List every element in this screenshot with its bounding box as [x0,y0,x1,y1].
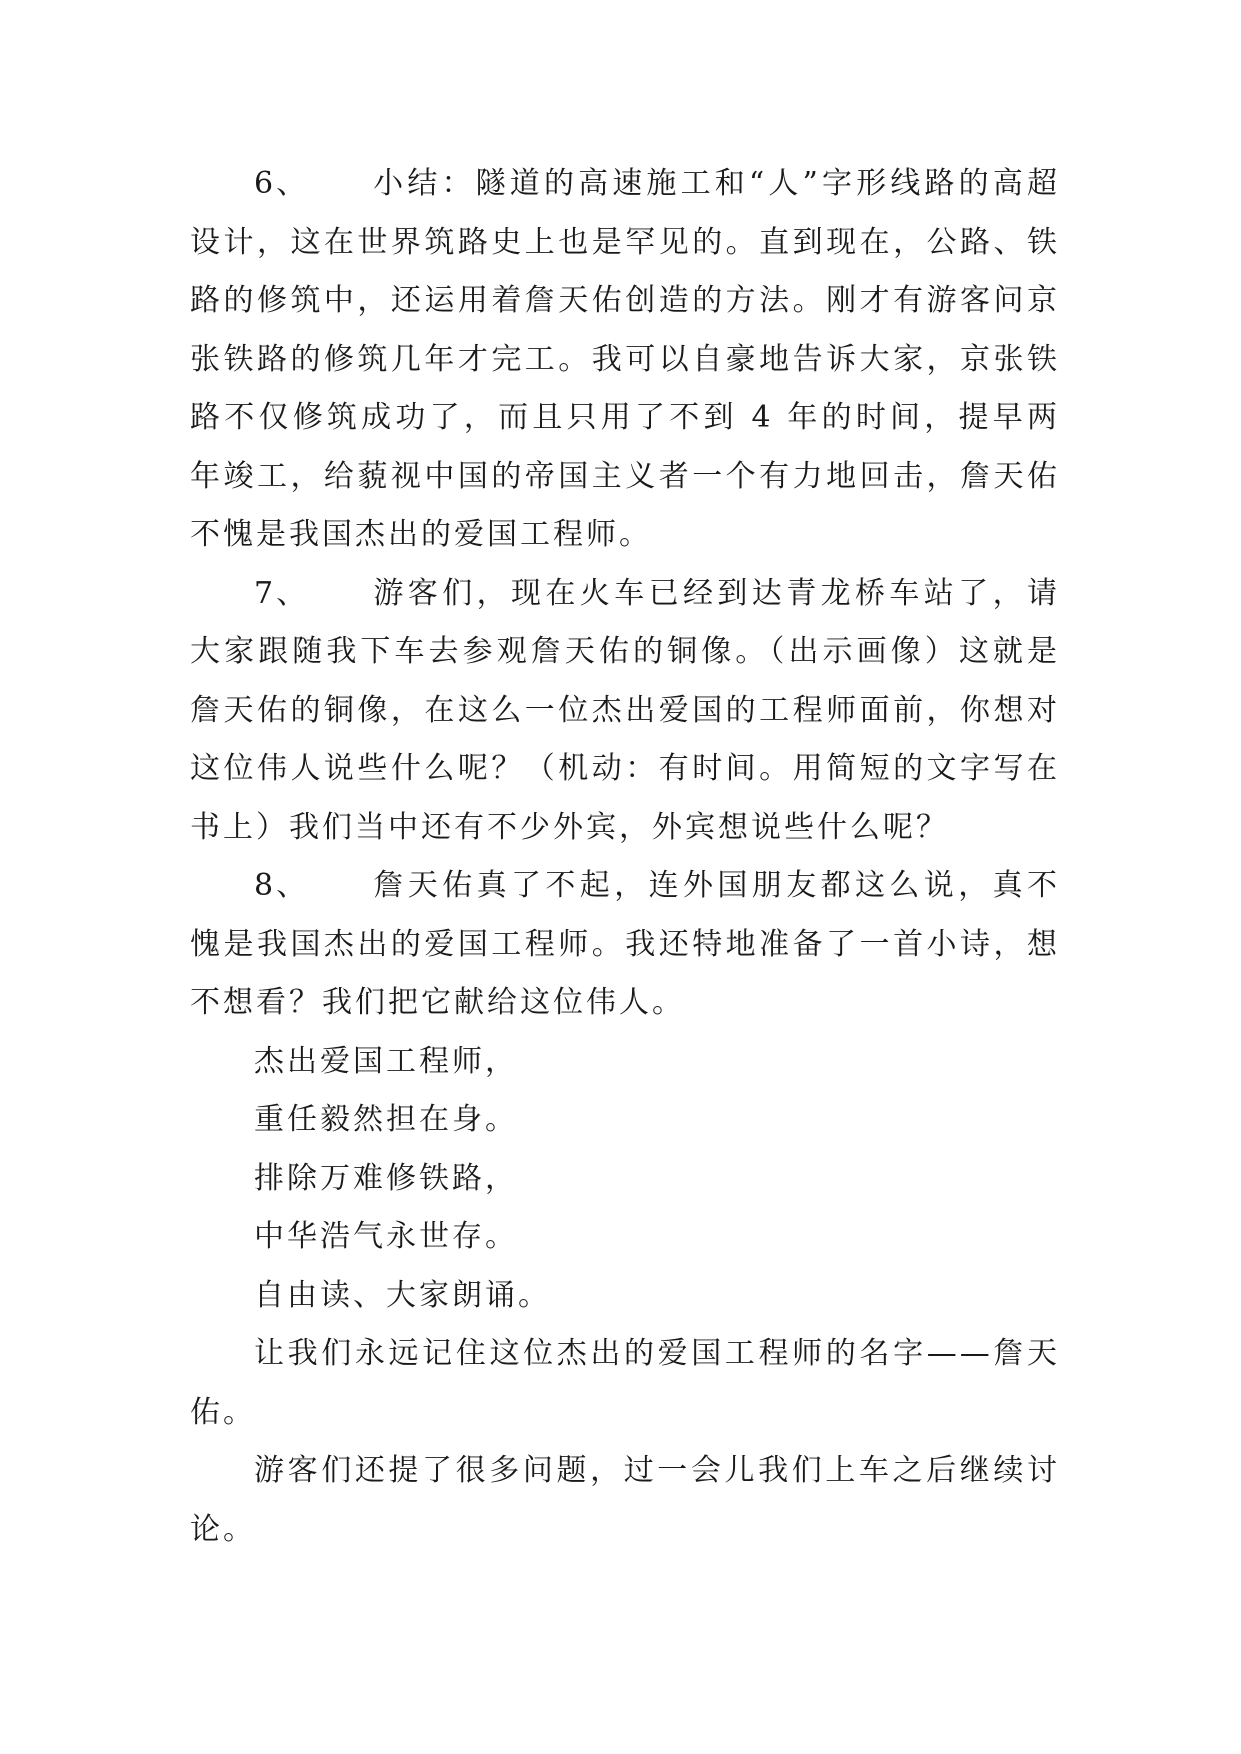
closing-paragraph: 让我们永远记住这位杰出的爱国工程师的名字——詹天佑。 [190,1336,1060,1430]
section-6 [190,155,1060,565]
section-7 [190,565,1060,858]
section-number: 8、 [254,868,310,903]
section-text: 游客们，现在火车已经到达青龙桥车站了，请大家跟随我下车去参观詹天佑的铜像。（出示画像）这就是詹天佑的铜像，在这么一位杰出爱国的工程师面前，你想对这位伟人说些什么呢？（机动：有时间。用简短的文字写在书上）我们当中还有不少外宾，外宾想说些什么呢？ [190,575,1060,845]
closing-paragraph: 自由读、大家朗诵。 [254,1277,551,1313]
document-page [190,155,1060,1559]
section-number: 6、 [254,166,310,201]
poem-line: 中华浩气永世存。 [254,1219,518,1254]
section-8 [190,857,1060,1033]
section-text: 詹天佑真了不起，连外国朋友都这么说，真不愧是我国杰出的爱国工程师。我还特地准备了一首小诗，想不想看？我们把它献给这位伟人。 [190,868,1060,1020]
poem-line: 杰出爱国工程师， [254,1043,518,1079]
section-number: 7、 [254,575,310,611]
poem-line: 重任毅然担在身。 [254,1102,518,1137]
section-text: 小结：隧道的高速施工和“人”字形线路的高超设计，这在世界筑路史上也是罕见的。直到现在，公路、铁路的修筑中，还运用着詹天佑创造的方法。刚才有游客问京张铁路的修筑几年才完工。我可以自豪地告诉大家，京张铁路不仅修筑成功了，而且只用了不到 4 年的时间，提早两年竣工，给藐视中国的帝国主义者一个有力地回击，詹天佑不愧是我国杰出的爱国工程师。 [190,166,1060,552]
closing-paragraph: 游客们还提了很多问题，过一会儿我们上车之后继续讨论。 [190,1453,1060,1547]
poem-line: 排除万难修铁路， [254,1160,518,1196]
